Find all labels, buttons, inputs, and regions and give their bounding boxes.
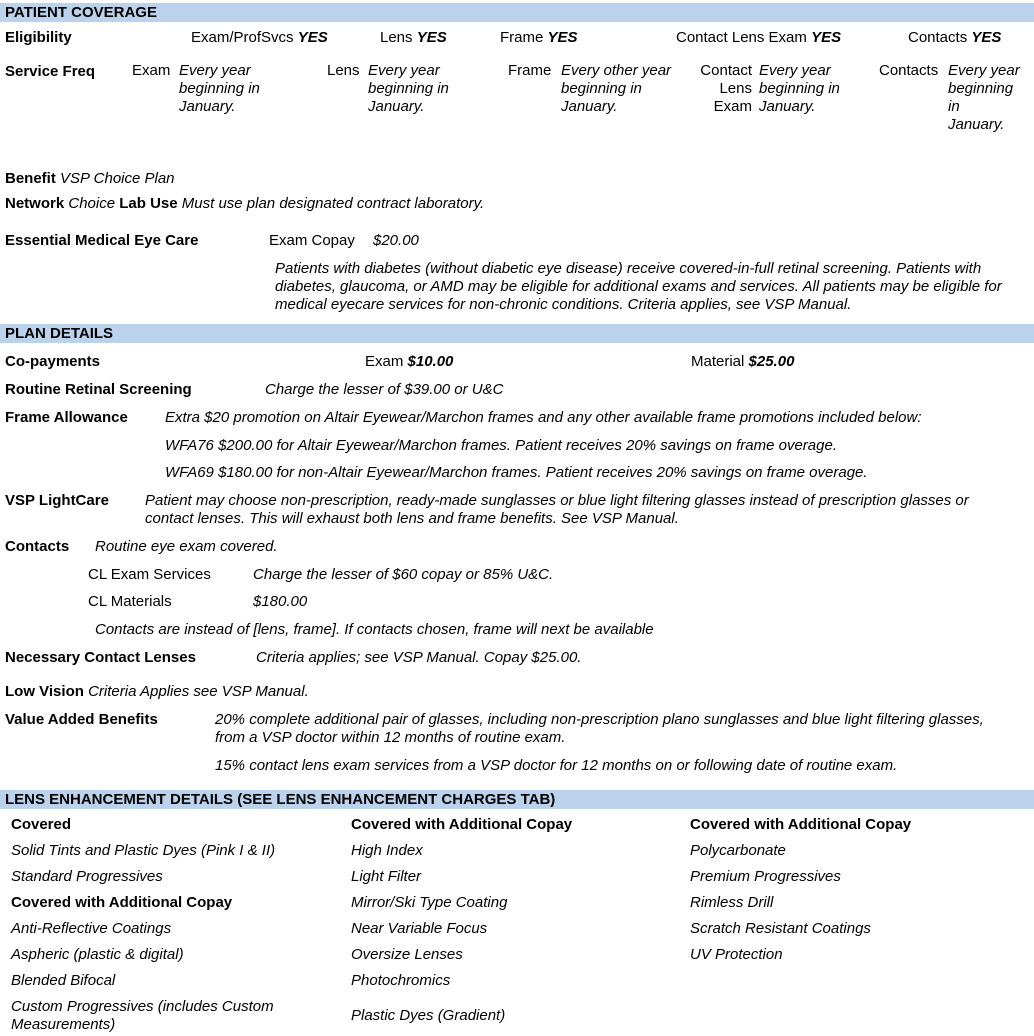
low-vision-row	[5, 683, 309, 701]
lens-item: Blended Bifocal	[11, 972, 116, 989]
service-freq-item-value: Every other year beginning in January.	[561, 62, 672, 115]
eligibility-item-label: Contact Lens Exam	[676, 29, 807, 46]
eligibility-item-value: YES	[297, 29, 328, 46]
lightcare-value: Patient may choose non-prescription, ready-made sunglasses or blue light filtering glasses instead of prescription glasses or contact lenses. This will exhaust both lens and frame benefits. See VSP Manual.	[145, 492, 969, 527]
service-freq-item-value: Every year beginning in January.	[368, 62, 449, 115]
service-freq-item-value: Every year beginning in January.	[759, 62, 840, 115]
ncl-label: Necessary Contact Lenses	[5, 649, 196, 666]
lens-item: Solid Tints and Plastic Dyes (Pink I & II)	[11, 842, 276, 859]
section-title: PLAN DETAILS	[5, 325, 114, 342]
network-row	[5, 195, 484, 213]
vab-line: 20% complete additional pair of glasses, including non-prescription plano sunglasses and blue light filtering glasses, from a VSP doctor within 12 months of routine exam.	[215, 711, 984, 746]
cl-materials-label: CL Materials	[88, 593, 172, 610]
frame-allowance-label: Frame Allowance	[5, 409, 128, 426]
lens-item: Aspheric (plastic & digital)	[11, 946, 184, 963]
copay-material	[691, 353, 794, 371]
network-label: Network	[5, 195, 65, 212]
service-freq-item-label: Lens	[327, 62, 360, 79]
copay-material-label: Material	[691, 353, 745, 370]
lens-item: Premium Progressives	[690, 868, 841, 885]
benefit-row	[5, 170, 175, 188]
copay-exam-label: Exam	[365, 353, 404, 370]
lens-item: Custom Progressives (includes Custom Measurements)	[11, 998, 274, 1033]
eligibility-item	[676, 29, 841, 47]
low-vision-label: Low Vision	[5, 683, 84, 700]
section-title: LENS ENHANCEMENT DETAILS (SEE LENS ENHANCEMENT CHARGES TAB)	[5, 791, 556, 808]
lab-use-value: Must use plan designated contract laboratory.	[181, 195, 485, 212]
network-value: Choice	[68, 195, 116, 212]
frame-allowance-line: Extra $20 promotion on Altair Eyewear/Marchon frames and any other available frame promotions included below:	[165, 409, 922, 426]
emec-label: Essential Medical Eye Care	[5, 232, 199, 249]
eligibility-item	[500, 29, 578, 47]
lens-item: Photochromics	[351, 972, 451, 989]
lens-item: UV Protection	[690, 946, 783, 963]
vab-line: 15% contact lens exam services from a VSP doctor for 12 months on or following date of routine exam.	[215, 757, 898, 774]
eligibility-item-label: Lens	[380, 29, 413, 46]
patient-coverage-header-bar	[0, 3, 1034, 22]
col1-header2: Covered with Additional Copay	[11, 894, 233, 911]
copay-label: Co-payments	[5, 353, 101, 370]
service-freq-label: Service Freq	[5, 63, 96, 80]
lens-item: Rimless Drill	[690, 894, 774, 911]
copay-material-value: $25.00	[748, 353, 795, 370]
service-freq-item-label: Contacts	[879, 62, 939, 79]
emec-copay-label: Exam Copay	[269, 232, 355, 249]
copay-exam	[365, 353, 453, 371]
eligibility-item-label: Exam/ProfSvcs	[191, 29, 294, 46]
lens-item: Scratch Resistant Coatings	[690, 920, 871, 937]
cl-materials-value: $180.00	[253, 593, 308, 610]
col3-header: Covered with Additional Copay	[690, 816, 912, 833]
col1-header: Covered	[11, 816, 72, 833]
cl-exam-label: CL Exam Services	[88, 566, 211, 583]
section-title: PATIENT COVERAGE	[5, 4, 157, 21]
emec-copay-value: $20.00	[373, 232, 419, 249]
frame-allowance-line: WFA69 $180.00 for non-Altair Eyewear/Marchon frames. Patient receives 20% savings on frame overage.	[165, 464, 868, 481]
eligibility-item	[380, 29, 447, 47]
eligibility-item-label: Contacts	[908, 29, 968, 46]
contacts-note: Contacts are instead of [lens, frame]. If contacts chosen, frame will next be available	[95, 621, 654, 638]
retinal-label: Routine Retinal Screening	[5, 381, 192, 398]
lightcare-label: VSP LightCare	[5, 492, 109, 509]
contacts-value: Routine eye exam covered.	[95, 538, 278, 555]
lens-item: Standard Progressives	[11, 868, 163, 885]
lens-item: Light Filter	[351, 868, 422, 885]
vab-label: Value Added Benefits	[5, 711, 158, 728]
contacts-label: Contacts	[5, 538, 70, 555]
frame-allowance-line: WFA76 $200.00 for Altair Eyewear/Marchon frames. Patient receives 20% savings on frame overage.	[165, 437, 837, 454]
lens-item: Plastic Dyes (Gradient)	[351, 1007, 506, 1024]
eligibility-label: Eligibility	[5, 29, 72, 46]
lens-item: Near Variable Focus	[351, 920, 488, 937]
eligibility-item-value: YES	[416, 29, 447, 46]
service-freq-item-label: Contact Lens Exam	[700, 62, 752, 115]
lens-item: Mirror/Ski Type Coating	[351, 894, 508, 911]
lens-item: High Index	[351, 842, 423, 859]
service-freq-item-label: Exam	[132, 62, 171, 79]
eligibility-item-value: YES	[811, 29, 842, 46]
lab-use-label: Lab Use	[119, 195, 178, 212]
ncl-value: Criteria applies; see VSP Manual. Copay $25.00.	[256, 649, 582, 666]
retinal-value: Charge the lesser of $39.00 or U&C	[265, 381, 504, 398]
lens-enhancement-header-bar	[0, 790, 1034, 809]
eligibility-item-label: Frame	[500, 29, 544, 46]
eligibility-item-value: YES	[547, 29, 578, 46]
cl-exam-value: Charge the lesser of $60 copay or 85% U&C.	[253, 566, 554, 583]
lens-item: Polycarbonate	[690, 842, 786, 859]
lens-item: Anti-Reflective Coatings	[11, 920, 172, 937]
service-freq-item-value: Every year beginning in January.	[179, 62, 260, 115]
service-freq-item-label: Frame	[508, 62, 552, 79]
copay-exam-value: $10.00	[407, 353, 454, 370]
benefit-label: Benefit	[5, 170, 56, 187]
emec-note: Patients with diabetes (without diabetic eye disease) receive covered-in-full retinal screening. Patients with diabetes, glaucoma, or AMD may be eligible for additional exams and services. All patients may be eligible for medical eyecare services for non-chronic conditions. Criteria applies, see VSP Manual.	[275, 260, 1002, 313]
eligibility-item-value: YES	[971, 29, 1002, 46]
plan-details-header-bar	[0, 324, 1034, 343]
col2-header: Covered with Additional Copay	[351, 816, 573, 833]
lens-item: Oversize Lenses	[351, 946, 463, 963]
service-freq-item-value: Every year beginning in January.	[948, 62, 1020, 133]
benefit-value: VSP Choice Plan	[60, 170, 175, 187]
eligibility-item	[908, 29, 1001, 47]
low-vision-value: Criteria Applies see VSP Manual.	[88, 683, 309, 700]
eligibility-item	[191, 29, 328, 47]
